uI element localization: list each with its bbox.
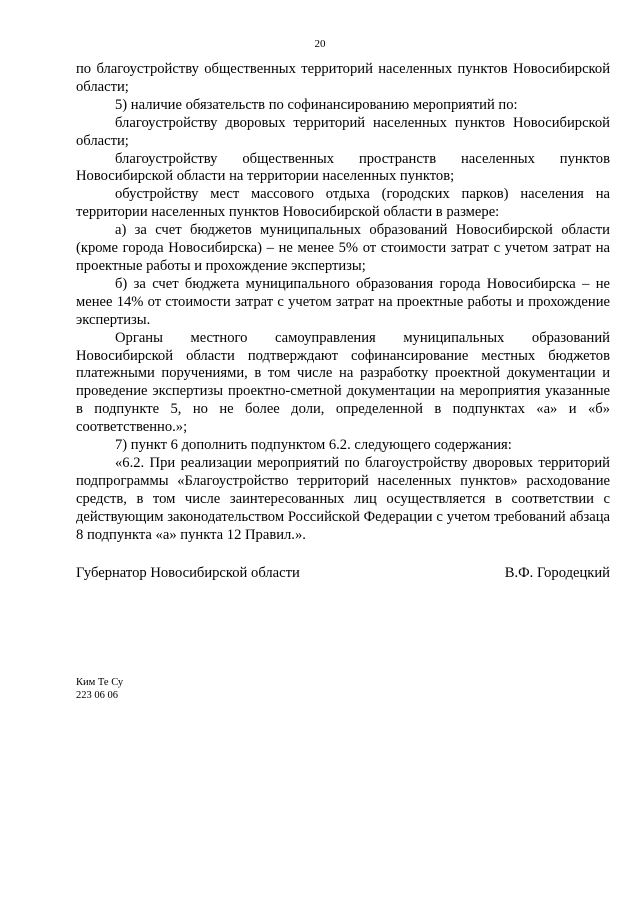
paragraph: Органы местного самоуправления муниципальных образований Новосибирской области подтверждают софинансирование местных бюджетов платежными поручениями, в том числе на разработку проектной документации и проведение экспертизы проектно-сметной документации на мероприятия указанные в подпункте 5, но не более доли, определенной в подпунктах «а» и «б» соответственно.»; bbox=[76, 329, 610, 436]
document-body bbox=[76, 61, 610, 544]
page-number: 20 bbox=[314, 38, 326, 50]
paragraph: по благоустройству общественных территорий населенных пунктов Новосибирской области; bbox=[76, 61, 610, 95]
paragraph: обустройству мест массового отдыха (городских парков) населения на территории населенных пунктов Новосибирской области в размере: bbox=[76, 186, 610, 221]
paragraph: 5) наличие обязательств по софинансированию мероприятий по: bbox=[115, 96, 518, 113]
signatory-title: Губернатор Новосибирской области bbox=[76, 565, 300, 581]
paragraph: а) за счет бюджетов муниципальных образований Новосибирской области (кроме города Новосибирска) – не менее 5% от стоимости затрат с учетом затрат на проектные работы и прохождение экспертизы; bbox=[76, 222, 610, 274]
signature-block bbox=[76, 564, 610, 584]
paragraph: «6.2. При реализации мероприятий по благоустройству дворовых территорий подпрограммы «Благоустройство территорий населенных пунктов» расходование средств, в том числе заинтересованных лиц осуществляется в соответствии с действующим законодательством Российской Федерации с учетом требований абзаца 8 подпункта «а» пункта 12 Правил.». bbox=[76, 454, 610, 543]
paragraph: 7) пункт 6 дополнить подпунктом 6.2. следующего содержания: bbox=[115, 437, 512, 454]
paragraph: благоустройству дворовых территорий населенных пунктов Новосибирской области; bbox=[76, 114, 610, 149]
executor-block bbox=[76, 676, 123, 702]
paragraph: благоустройству общественных пространств населенных пунктов Новосибирской области на территории населенных пунктов; bbox=[76, 150, 610, 185]
executor-phone: 223 06 06 bbox=[76, 690, 118, 701]
signatory-name: В.Ф. Городецкий bbox=[504, 565, 610, 581]
paragraph: б) за счет бюджета муниципального образования города Новосибирска – не менее 14% от стоимости затрат с учетом затрат на проектные работы и прохождение экспертизы. bbox=[76, 275, 610, 328]
executor-name: Ким Те Су bbox=[76, 677, 124, 688]
